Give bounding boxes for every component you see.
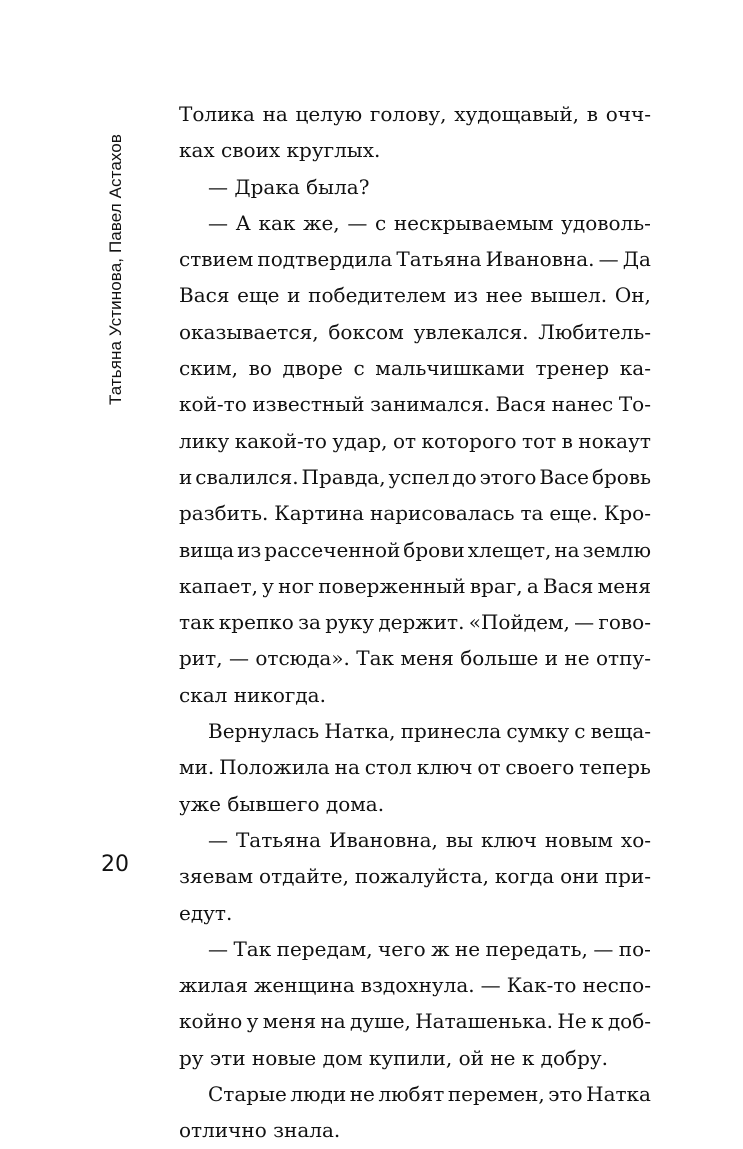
body-text — [179, 96, 651, 1149]
running-head: Татьяна Устинова, Павел Астахов — [106, 134, 125, 405]
text-line: скал никогда. — [179, 682, 326, 707]
text-line: ствием подтвердила Татьяна Ивановна. — Да — [179, 247, 651, 272]
page-number: 20 — [101, 852, 129, 877]
text-line: оказывается, боксом увлекался. Любитель- — [179, 319, 651, 344]
text-line: зяевам отдайте, пожалуйста, когда они при- — [179, 864, 651, 889]
text-line: лику какой-то удар, от которого тот в нокаут — [179, 428, 651, 453]
text-line: кой-то известный занимался. Вася нанес То- — [179, 392, 651, 417]
text-line: жилая женщина вздохнула. — Как-то неспо- — [179, 973, 651, 998]
text-line: разбить. Картина нарисовалась та еще. Кро- — [179, 501, 651, 526]
text-line: ках своих круглых. — [179, 138, 381, 163]
text-line: — Так передам, чего ж не передать, — по- — [208, 936, 651, 961]
text-line: — Драка была? — [208, 174, 370, 199]
text-line: и свалился. Правда, успел до этого Васе бровь — [179, 464, 651, 489]
text-line: ми. Положила на стол ключ от своего теперь — [179, 755, 651, 780]
text-line: едут. — [179, 900, 233, 925]
text-line: койно у меня на душе, Наташенька. Не к доб- — [179, 1009, 651, 1034]
text-line: отлично знала. — [179, 1118, 341, 1143]
text-line: рит, — отсюда». Так меня больше и не отпу- — [179, 646, 651, 671]
text-line: Старые люди не любят перемен, это Натка — [208, 1082, 651, 1107]
text-line: уже бывшего дома. — [179, 791, 385, 816]
text-line: ру эти новые дом купили, ой не к добру. — [179, 1045, 609, 1070]
text-line: — А как же, — с нескрываемым удоволь- — [208, 210, 651, 235]
text-line: Толика на целую голову, худощавый, в очч- — [179, 102, 651, 126]
text-line: — Татьяна Ивановна, вы ключ новым хо- — [208, 827, 651, 852]
text-line: Вася еще и победителем из нее вышел. Он, — [179, 283, 651, 308]
text-line: ским, во дворе с мальчишками тренер ка- — [179, 356, 651, 381]
text-line: капает, у ног поверженный враг, а Вася меня — [179, 573, 651, 598]
text-line: так крепко за руку держит. «Пойдем, — гово- — [179, 610, 651, 635]
text-line: вища из рассеченной брови хлещет, на землю — [179, 537, 651, 562]
text-line: Вернулась Натка, принесла сумку с веща- — [208, 719, 651, 744]
